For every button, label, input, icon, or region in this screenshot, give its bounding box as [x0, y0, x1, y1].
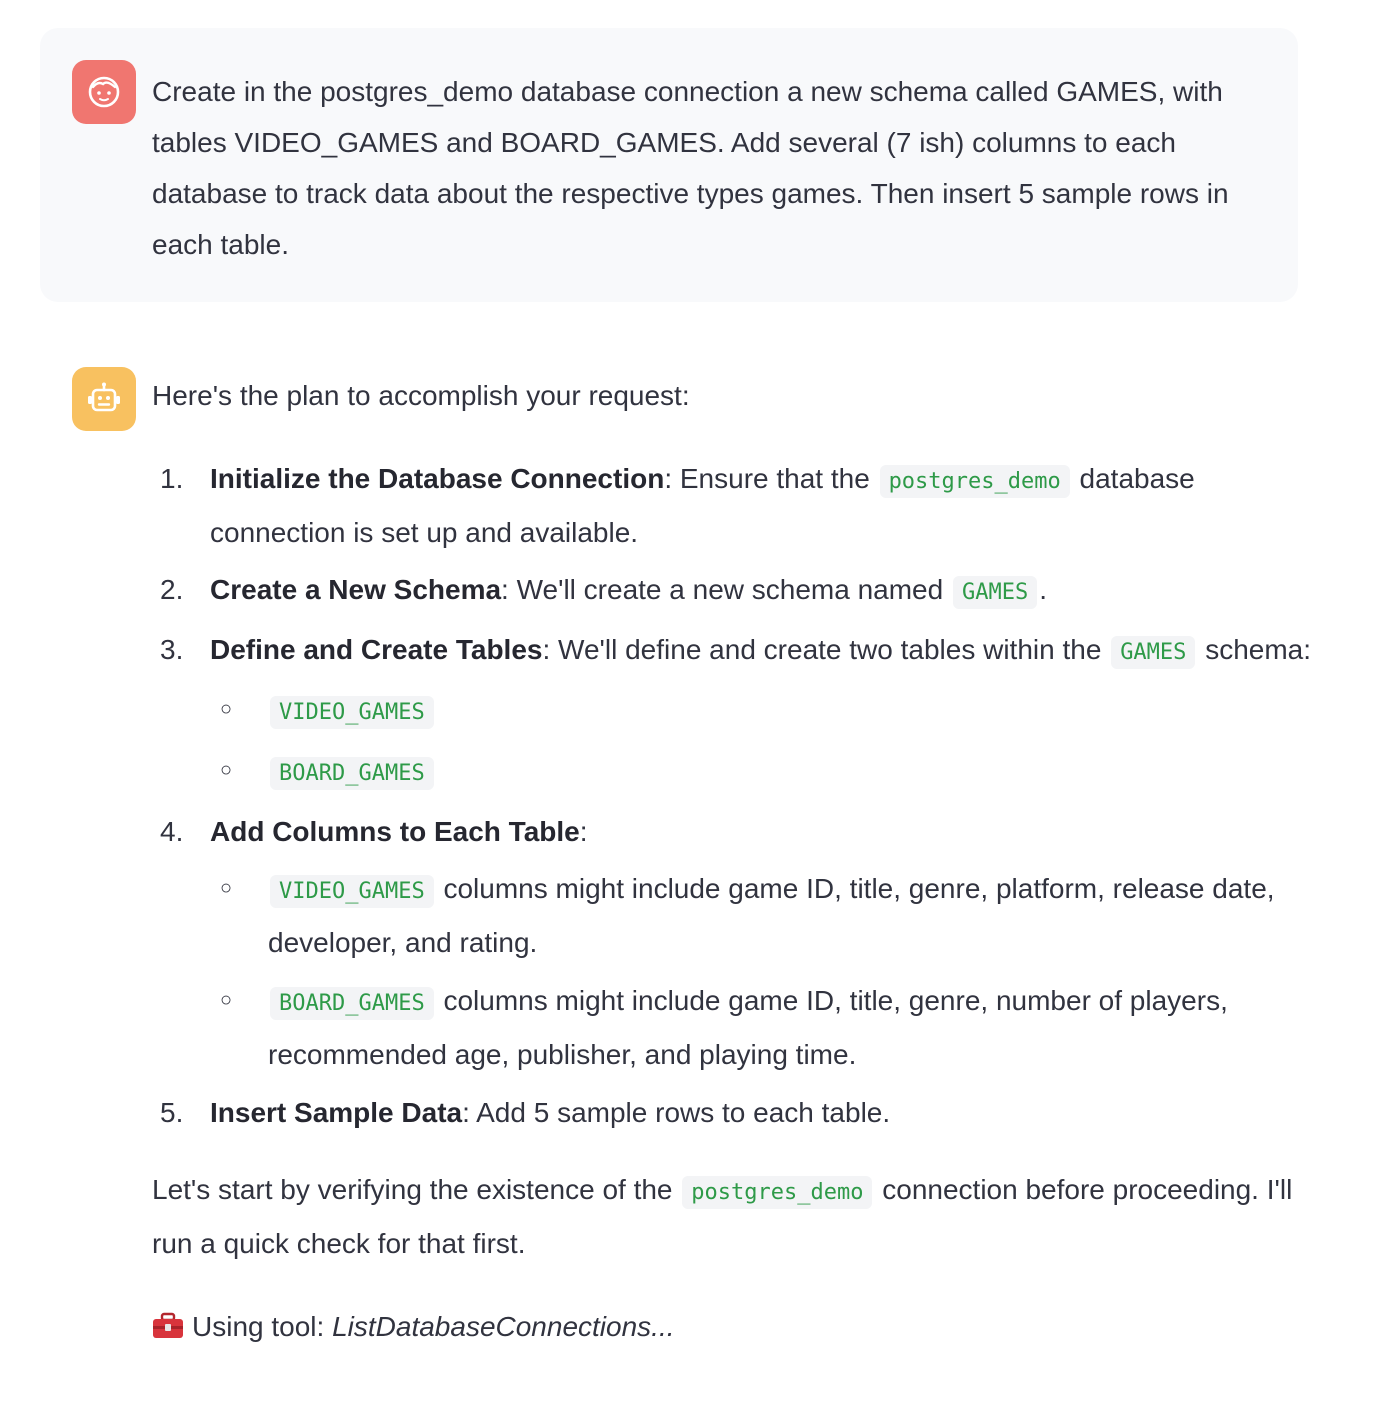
plan-intro: Here's the plan to accomplish your request: — [152, 380, 690, 411]
tool-status — [152, 1301, 1312, 1356]
sub-item — [220, 684, 1312, 738]
step-title: Insert Sample Data — [210, 1097, 463, 1128]
followup-pre: Let's start by verifying the existence of the — [152, 1174, 681, 1205]
sub-item-text: columns might include game ID, title, genre, number of players, recommended age, publisher, and playing time. — [268, 985, 1228, 1070]
assistant-message — [152, 370, 1312, 1356]
bullet-icon: ○ — [220, 989, 233, 1011]
bullet-icon: ○ — [220, 759, 233, 781]
bullet-icon: ○ — [220, 877, 233, 899]
inline-code: GAMES — [1111, 636, 1195, 669]
user-message — [40, 28, 1298, 302]
plan-step — [160, 1087, 1312, 1138]
inline-code: VIDEO_GAMES — [270, 875, 434, 908]
step-text: : — [579, 816, 588, 847]
inline-code: VIDEO_GAMES — [270, 696, 434, 729]
inline-code: postgres_demo — [682, 1176, 872, 1209]
step-text: : We'll create a new schema named — [501, 574, 951, 605]
step-number: 4. — [160, 816, 184, 847]
step-text: schema: — [1197, 634, 1312, 665]
step-text: : Add 5 sample rows to each table. — [462, 1097, 891, 1128]
robot-icon — [84, 379, 124, 419]
user-face-icon — [84, 72, 124, 112]
tool-prefix: Using tool: — [192, 1311, 333, 1342]
step-number: 2. — [160, 574, 184, 605]
step-text: . — [1039, 574, 1047, 605]
tool-name: ListDatabaseConnections... — [332, 1311, 675, 1342]
inline-code: BOARD_GAMES — [270, 987, 434, 1020]
sub-list — [210, 684, 1312, 799]
sub-item-text: columns might include game ID, title, genre, platform, release date, developer, and rating. — [268, 873, 1275, 958]
step-title: Create a New Schema — [210, 574, 502, 605]
step-text: : We'll define and create two tables within the — [542, 634, 1110, 665]
user-message-text: Create in the postgres_demo database connection a new schema called GAMES, with tables VIDEO_GAMES and BOARD_GAMES. Add several (7 ish) columns to each database to track data about the respective types games. Then insert 5 sample rows in each table. — [152, 76, 1229, 260]
inline-code: BOARD_GAMES — [270, 757, 434, 790]
step-title: Define and Create Tables — [210, 634, 543, 665]
toolbox-icon — [152, 1305, 184, 1356]
inline-code: postgres_demo — [880, 465, 1070, 498]
assistant-avatar — [72, 367, 136, 431]
step-title: Initialize the Database Connection — [210, 463, 665, 494]
inline-code: GAMES — [953, 576, 1037, 609]
sub-list — [210, 863, 1312, 1080]
followup-post: connection before proceeding. I'll run a quick check for that first. — [152, 1174, 1293, 1259]
step-number: 3. — [160, 634, 184, 665]
step-text: database connection is set up and available. — [210, 463, 1195, 548]
sub-item — [220, 745, 1312, 799]
step-number: 1. — [160, 463, 184, 494]
sub-item — [220, 975, 1312, 1080]
plan-step — [160, 624, 1312, 799]
step-title: Add Columns to Each Table — [210, 816, 580, 847]
plan-list — [152, 453, 1312, 1138]
bullet-icon: ○ — [220, 698, 233, 720]
followup-text — [152, 1164, 1312, 1269]
step-text: : Ensure that the — [664, 463, 878, 494]
step-number: 5. — [160, 1097, 184, 1128]
plan-step — [160, 806, 1312, 1080]
plan-step — [160, 453, 1312, 558]
plan-step — [160, 564, 1312, 618]
sub-item — [220, 863, 1312, 968]
user-avatar — [72, 60, 136, 124]
